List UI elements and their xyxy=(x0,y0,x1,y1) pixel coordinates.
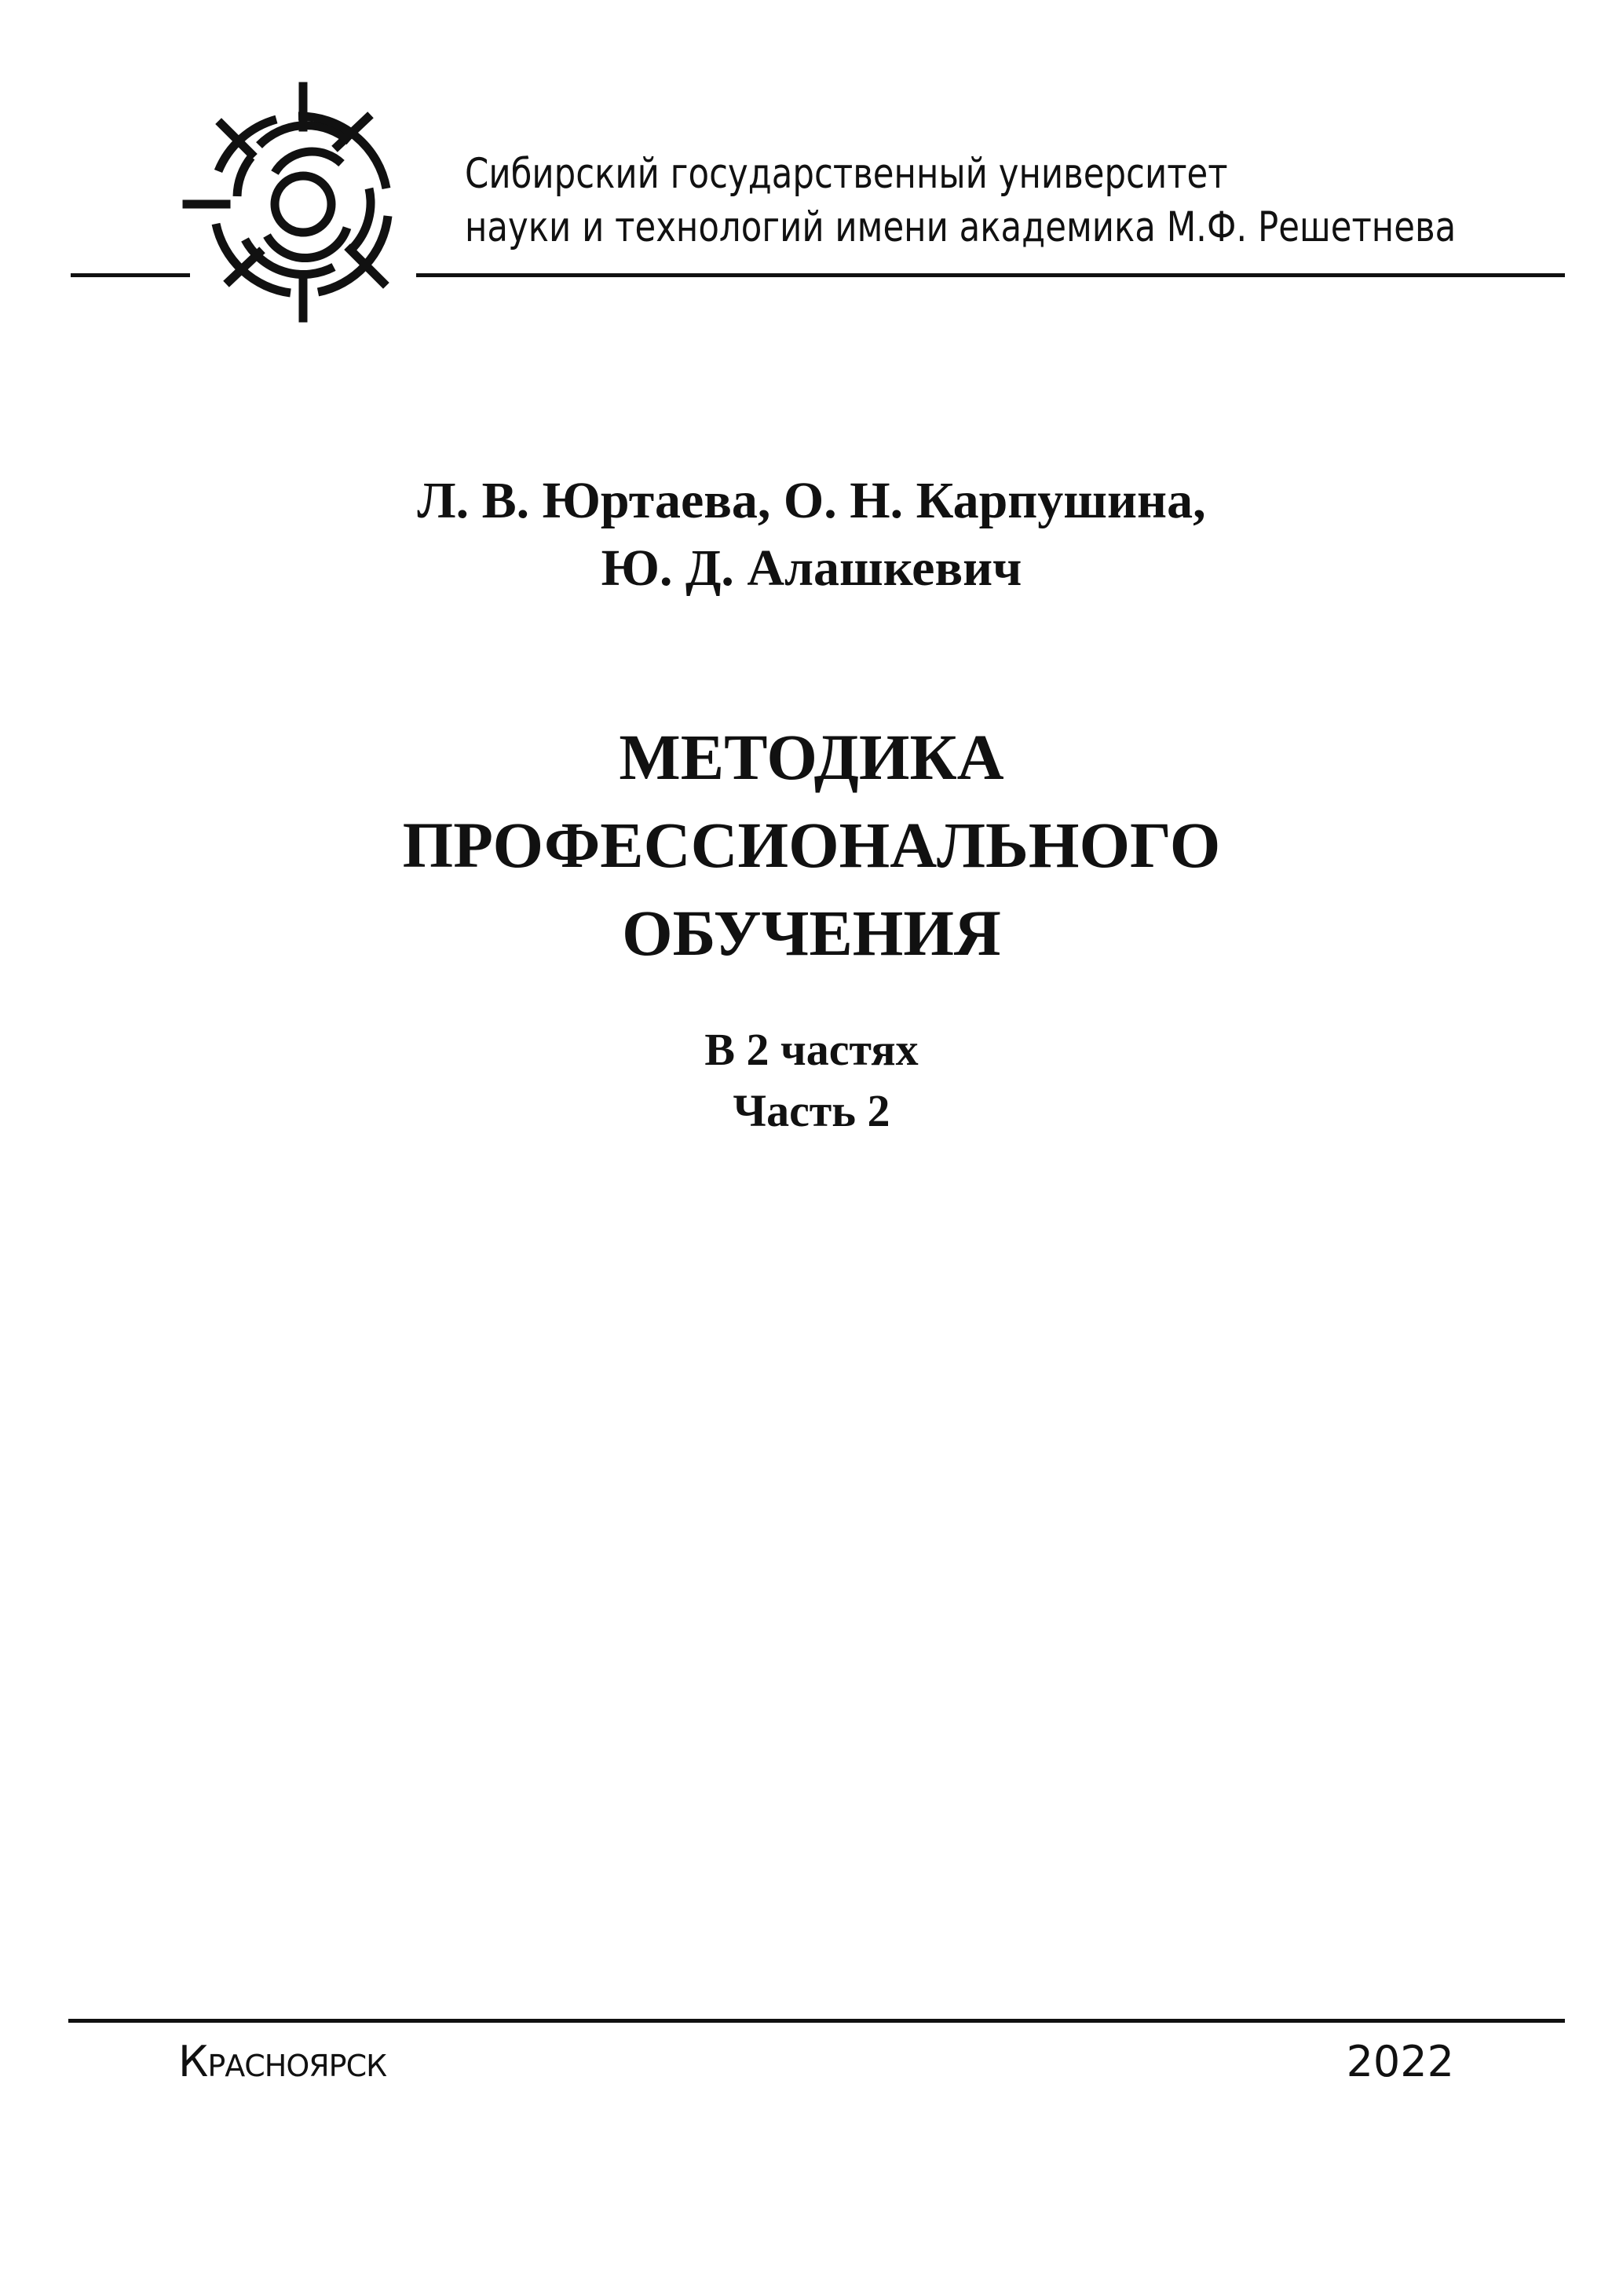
university-emblem-icon xyxy=(181,79,400,330)
organization-name xyxy=(465,148,1456,254)
footer-divider xyxy=(68,2019,1565,2023)
volume-info xyxy=(0,1019,1623,1142)
header-divider-left xyxy=(71,273,190,277)
organization-name-line-2: науки и технологий имени академика М.Ф. Решетнева xyxy=(465,203,1457,251)
book-title xyxy=(0,713,1623,977)
authors xyxy=(0,467,1623,602)
book-title-line-1: МЕТОДИКА xyxy=(619,721,1004,793)
header-divider-right xyxy=(416,273,1565,277)
book-title-line-3: ОБУЧЕНИЯ xyxy=(622,897,1001,969)
authors-line-1: Л. В. Юртаева, О. Н. Карпушина, xyxy=(417,472,1206,529)
book-title-line-2: ПРОФЕССИОНАЛЬНОГО xyxy=(402,809,1221,881)
publication-city: Красноярск xyxy=(178,2037,387,2086)
parts-count: В 2 частях xyxy=(704,1024,919,1075)
part-number: Часть 2 xyxy=(733,1085,890,1136)
authors-line-2: Ю. Д. Алашкевич xyxy=(601,539,1022,597)
organization-name-line-1: Сибирский государственный университет xyxy=(465,150,1228,198)
publication-year: 2022 xyxy=(1346,2037,1454,2086)
